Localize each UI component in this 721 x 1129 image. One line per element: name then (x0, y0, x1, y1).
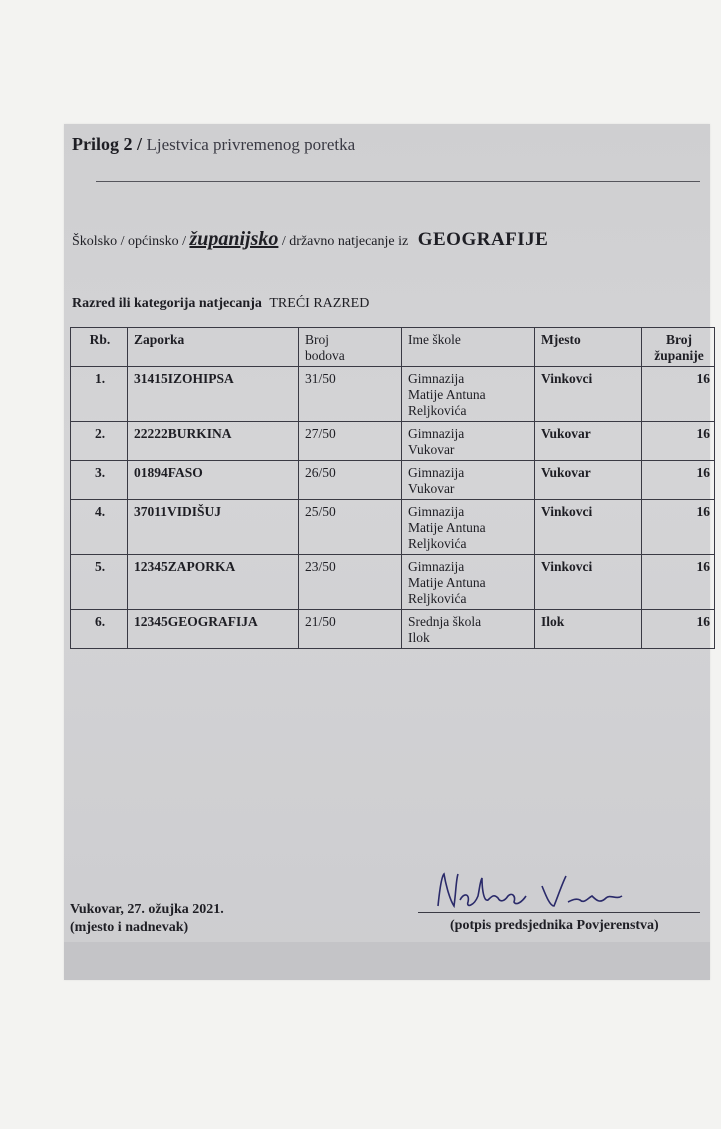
table-header-row (71, 328, 715, 367)
header-bodovi-line2: bodova (305, 348, 345, 363)
cell-zupanija: 16 (642, 461, 715, 500)
cell-rb: 1. (71, 367, 128, 422)
school-name-line: Gimnazija (408, 465, 465, 480)
table-row (71, 461, 715, 500)
place-date: Vukovar, 27. ožujka 2021. (70, 902, 224, 917)
header-zupanija-line1: Broj (666, 332, 692, 347)
signature-stroke-1 (438, 874, 458, 906)
attachment-subtitle: Ljestvica privremenog poretka (146, 135, 356, 154)
results-table (70, 327, 715, 649)
competition-level: županijsko (189, 228, 279, 250)
table-row (71, 422, 715, 461)
handwritten-signature (430, 866, 670, 916)
sheet-bottom-band (64, 942, 710, 980)
place-date-label: (mjesto i nadnevak) (70, 920, 189, 935)
school-name-line: Ilok (408, 630, 430, 645)
header-rb: Rb. (71, 328, 128, 367)
cell-rb: 4. (71, 500, 128, 555)
header-mjesto: Mjesto (535, 328, 642, 367)
cell-zaporka: 12345GEOGRAFIJA (128, 610, 299, 649)
header-bodovi (299, 328, 402, 367)
cell-bodovi: 21/50 (299, 610, 402, 649)
cell-zupanija: 16 (642, 422, 715, 461)
cell-zupanija: 16 (642, 610, 715, 649)
school-name-line: Gimnazija (408, 559, 465, 574)
signature-label: (potpis predsjednika Povjerenstva) (450, 918, 659, 933)
header-zupanija (642, 328, 715, 367)
school-name-line: Vukovar (408, 481, 455, 496)
school-name-line: Matije Antuna (408, 575, 486, 590)
cell-zupanija: 16 (642, 555, 715, 610)
school-name-line: Vukovar (408, 442, 455, 457)
cell-zaporka: 37011VIDIŠUJ (128, 500, 299, 555)
table-row (71, 500, 715, 555)
cell-zaporka: 01894FASO (128, 461, 299, 500)
category-value: TREĆI RAZRED (269, 296, 370, 311)
cell-skola (402, 500, 535, 555)
signature-stroke-4 (568, 896, 622, 902)
table-row (71, 555, 715, 610)
category-label: Razred ili kategorija natjecanja (72, 296, 262, 311)
signature-stroke-2 (460, 878, 526, 905)
school-name-line: Srednja škola (408, 614, 482, 629)
header-bodovi-line1: Broj (305, 332, 330, 347)
cell-zaporka: 31415IZOHIPSA (128, 367, 299, 422)
cell-skola (402, 461, 535, 500)
cell-skola (402, 555, 535, 610)
competition-prefix: Školsko / općinsko / (72, 234, 186, 249)
school-name-line: Gimnazija (408, 371, 465, 386)
cell-zupanija: 16 (642, 367, 715, 422)
competition-subject: GEOGRAFIJE (417, 229, 549, 250)
header-skola: Ime škole (402, 328, 535, 367)
attachment-heading (72, 134, 355, 155)
results-body (71, 367, 715, 649)
competition-line (72, 228, 548, 251)
cell-mjesto: Ilok (535, 610, 642, 649)
cell-zaporka: 12345ZAPORKA (128, 555, 299, 610)
place-date-block (70, 901, 224, 937)
school-name-line: Matije Antuna (408, 520, 486, 535)
header-zaporka: Zaporka (128, 328, 299, 367)
heading-divider (96, 181, 700, 182)
competition-suffix: / državno natjecanje iz (281, 234, 409, 249)
signature-line (418, 912, 700, 913)
header-zupanija-line2: županije (654, 348, 704, 363)
school-name-line: Gimnazija (408, 504, 465, 519)
cell-mjesto: Vinkovci (535, 500, 642, 555)
cell-mjesto: Vukovar (535, 461, 642, 500)
signature-stroke-3 (542, 876, 566, 906)
category-line (72, 296, 369, 312)
cell-bodovi: 27/50 (299, 422, 402, 461)
school-name-line: Reljkovića (408, 536, 467, 551)
cell-rb: 6. (71, 610, 128, 649)
cell-mjesto: Vinkovci (535, 555, 642, 610)
school-name-line: Matije Antuna (408, 387, 486, 402)
attachment-label: Prilog 2 / (72, 134, 142, 154)
cell-skola (402, 610, 535, 649)
table-row (71, 610, 715, 649)
cell-skola (402, 422, 535, 461)
school-name-line: Gimnazija (408, 426, 465, 441)
school-name-line: Reljkovića (408, 403, 467, 418)
cell-bodovi: 23/50 (299, 555, 402, 610)
cell-bodovi: 25/50 (299, 500, 402, 555)
cell-rb: 2. (71, 422, 128, 461)
school-name-line: Reljkovića (408, 591, 467, 606)
cell-rb: 3. (71, 461, 128, 500)
cell-mjesto: Vinkovci (535, 367, 642, 422)
cell-rb: 5. (71, 555, 128, 610)
cell-mjesto: Vukovar (535, 422, 642, 461)
cell-bodovi: 31/50 (299, 367, 402, 422)
cell-zupanija: 16 (642, 500, 715, 555)
cell-bodovi: 26/50 (299, 461, 402, 500)
cell-skola (402, 367, 535, 422)
table-row (71, 367, 715, 422)
cell-zaporka: 22222BURKINA (128, 422, 299, 461)
